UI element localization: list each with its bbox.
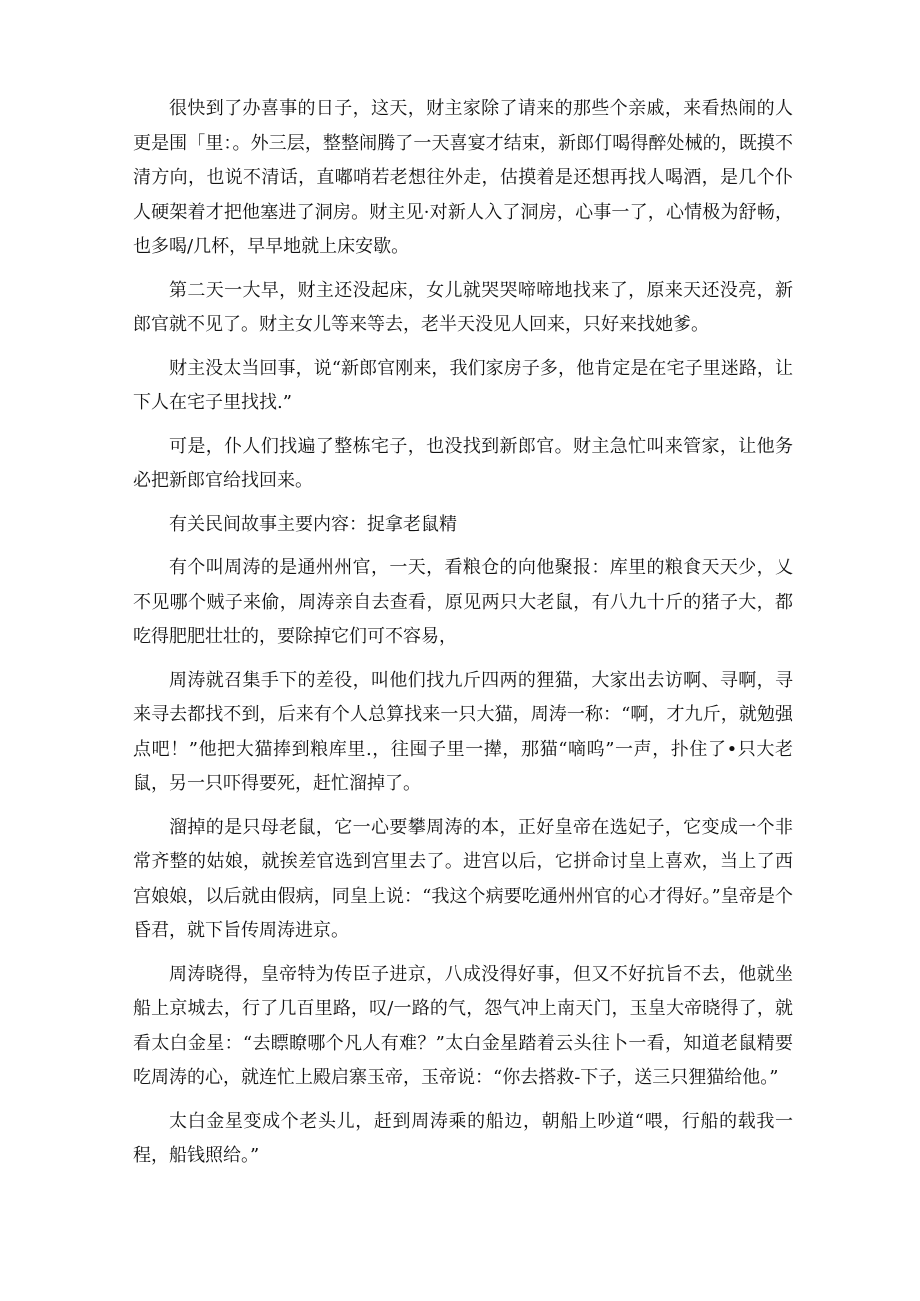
section-heading-rat-spirit: 有关民间故事主要内容：捉拿老鼠精 [169, 513, 457, 535]
paragraph-mother-rat: 溜掉的是只母老鼠，它一心要攀周涛的本，正好皇帝在选妃子，它变成一个非常齐整的姑娘，就挨差官选到宫里去了。进宫以后，它拼命讨皇上喜欢，当上了西宫娘娘，以后就由假病，同皇上说：“我这个病要吃通州州官的心才得好。”皇帝是个昏君，就下旨传周涛进京。 [133, 816, 793, 941]
paragraph-groom-missing: 第二天一大早，财主还没起床，女儿就哭哭啼啼地找来了，原来天还没亮，新郎官就不见了。财主女儿等来等去，老半天没见人回来，只好来找她爹。 [133, 279, 793, 335]
paragraph-search-house: 财主没太当回事，说“新郎官刚来，我们家房子多，他肯定是在宅子里迷路，让下人在宅子里找找.” [133, 357, 793, 413]
paragraph-servants-search: 可是，仆人们找遍了整栋宅子，也没找到新郎官。财主急忙叫来管家，让他务必把新郎官给找回来。 [133, 435, 793, 491]
document-body [133, 92, 793, 1183]
paragraph-find-cat: 周涛就召集手下的差役，叫他们找九斤四两的狸猫，大家出去访啊、寻啊，寻来寻去都找不到，后来有个人总算找来一只大猫，周涛一称：“啊，才九斤，就勉强点吧！”他把大猫捧到粮库里.，往囤子里一撵，那猫“嘀呜”一声，扑住了•只大老鼠，另一只吓得要死，赶忙溜掉了。 [133, 669, 793, 794]
paragraph-wedding-day: 很快到了办喜事的日子，这天，财主家除了请来的那些个亲戚，来看热闹的人更是围「里：。外三层，整整闹腾了一天喜宴才结束，新郎仃喝得醉处械的，既摸不清方向，也说不清话，直嘟哨若老想往外走，估摸着是还想再找人喝酒，是几个仆人硬架着才把他塞进了洞房。财主见·对新人入了洞房，心事一了，心情极为舒畅，也多喝/几杯，早早地就上床安歇。 [133, 98, 793, 257]
paragraph-journey-capital: 周涛晓得，皇帝特为传臣子进京，八成没得好事，但又不好抗旨不去，他就坐船上京城去，行了几百里路，叹/一路的气，怨气冲上南天门，玉皇大帝晓得了，就看太白金星：“去瞟瞭哪个凡人有难？”太白金星踏着云头往卜一看，知道老鼠精要吃周涛的心，就连忙上殿启寨玉帝，玉帝说：“你去搭救-下子，送三只狸猫给他。” [133, 963, 793, 1088]
paragraph-zhou-tao-granary: 有个叫周涛的是通州州官，一天，看粮仓的向他聚报：库里的粮食天天少，乂不见哪个贼子来偷，周涛亲自去查看，原见两只大老鼠，有八九十斤的猪子大，都吃得肥肥壮壮的，要除掉它们可不容易， [133, 557, 793, 647]
paragraph-taibai-boat: 太白金星变成个老头儿，赶到周涛乘的船边，朝船上吵道“喂，行船的载我一程，船钱照给。” [133, 1110, 793, 1166]
